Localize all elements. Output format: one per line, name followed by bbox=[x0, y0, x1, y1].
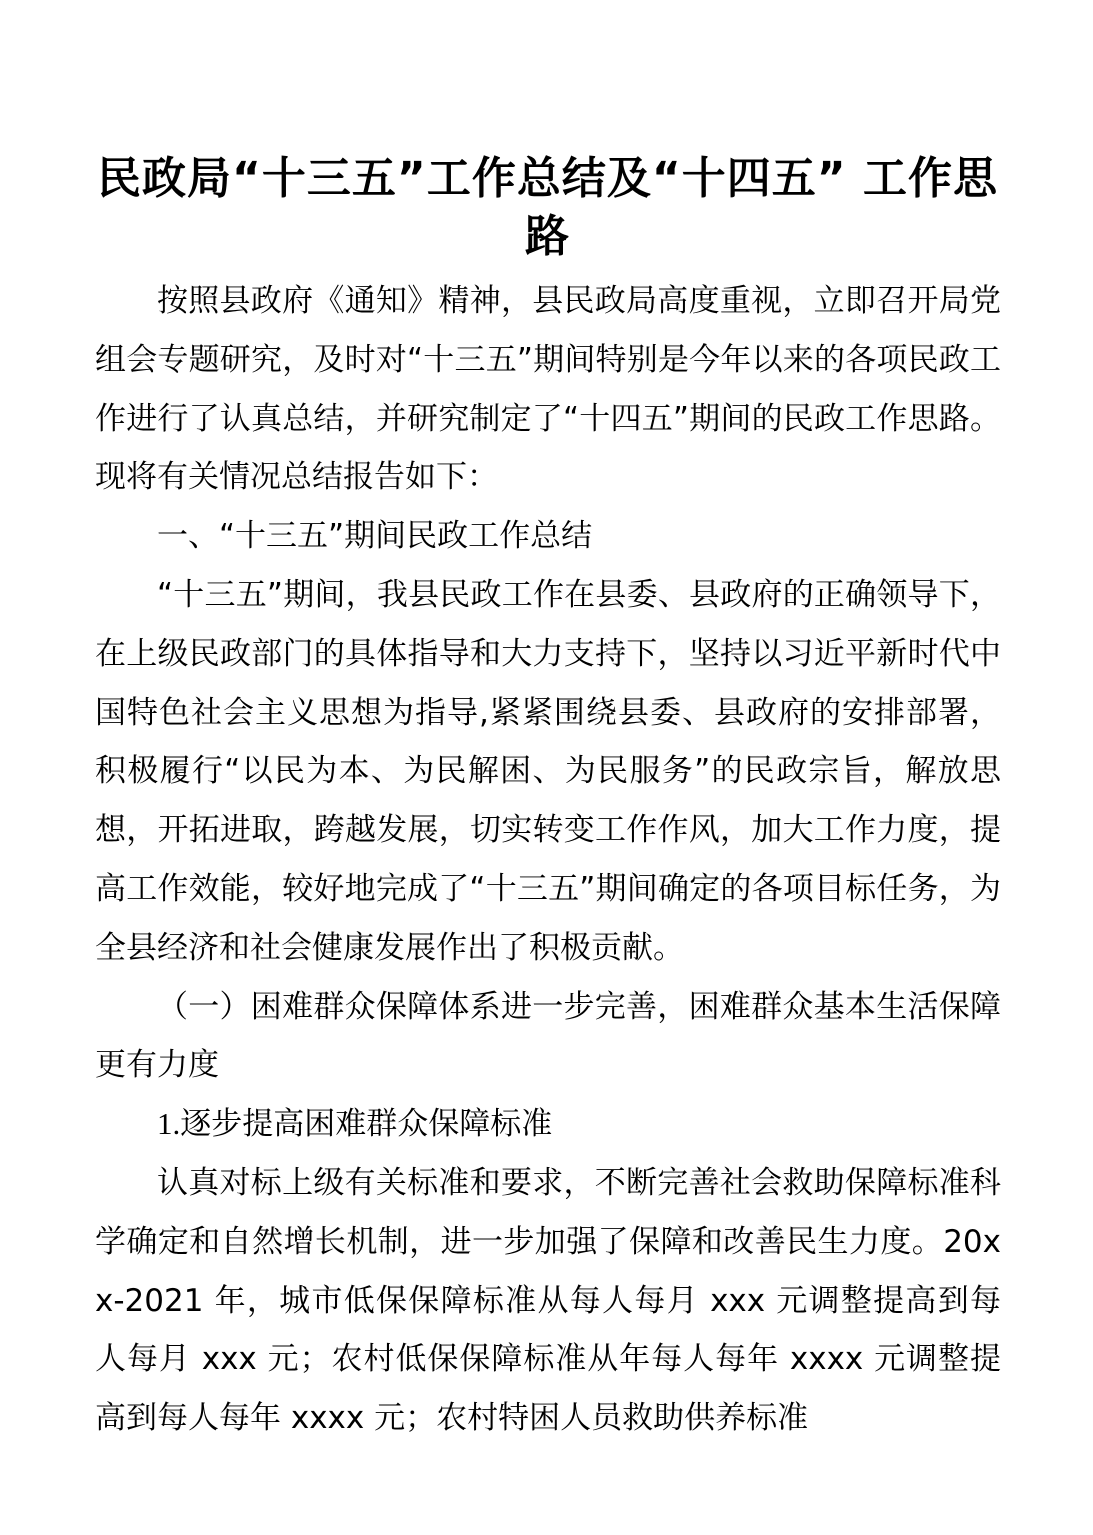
item-heading-1: 1.逐步提高困难群众保障标准 bbox=[157, 1106, 553, 1142]
document-body bbox=[95, 272, 1001, 1448]
document-title: 民政局“十三五”工作总结及“十四五” 工作思路 bbox=[97, 153, 998, 262]
paragraph-standards: 认真对标上级有关标准和要求，不断完善社会救助保障标准科学确定和自然增长机制，进一步加强了保障和改善民生力度。20xx-2021 年，城市低保保障标准从每人每月 xxx 元调整提高到每人每月 xxx 元；农村低保保障标准从年每人每年 xxxx 元调整提高到每人每年 xxxx 元；农村特困人员救助供养标准 bbox=[95, 1164, 1001, 1437]
paragraph-summary: “十三五”期间，我县民政工作在县委、县政府的正确领导下，在上级民政部门的具体指导和大力支持下，坚持以习近平新时代中国特色社会主义思想为指导,紧紧围绕县委、县政府的安排部署，积极履行“以民为本、为民解困、为民服务”的民政宗旨，解放思想，开拓进取，跨越发展，切实转变工作作风，加大工作力度，提高工作效能，较好地完成了“十三五”期间确定的各项目标任务，为全县经济和社会健康发展作出了积极贡献。 bbox=[95, 576, 1001, 966]
paragraph-intro: 按照县政府《通知》精神，县民政局高度重视，立即召开局党组会专题研究，及时对“十三五”期间特别是今年以来的各项民政工作进行了认真总结，并研究制定了“十四五”期间的民政工作思路。现将有关情况总结报告如下： bbox=[95, 283, 1001, 496]
section-heading-1: 一、“十三五”期间民政工作总结 bbox=[157, 518, 593, 555]
subsection-heading-1: （一）困难群众保障体系进一步完善，困难群众基本生活保障更有力度 bbox=[95, 988, 1001, 1084]
